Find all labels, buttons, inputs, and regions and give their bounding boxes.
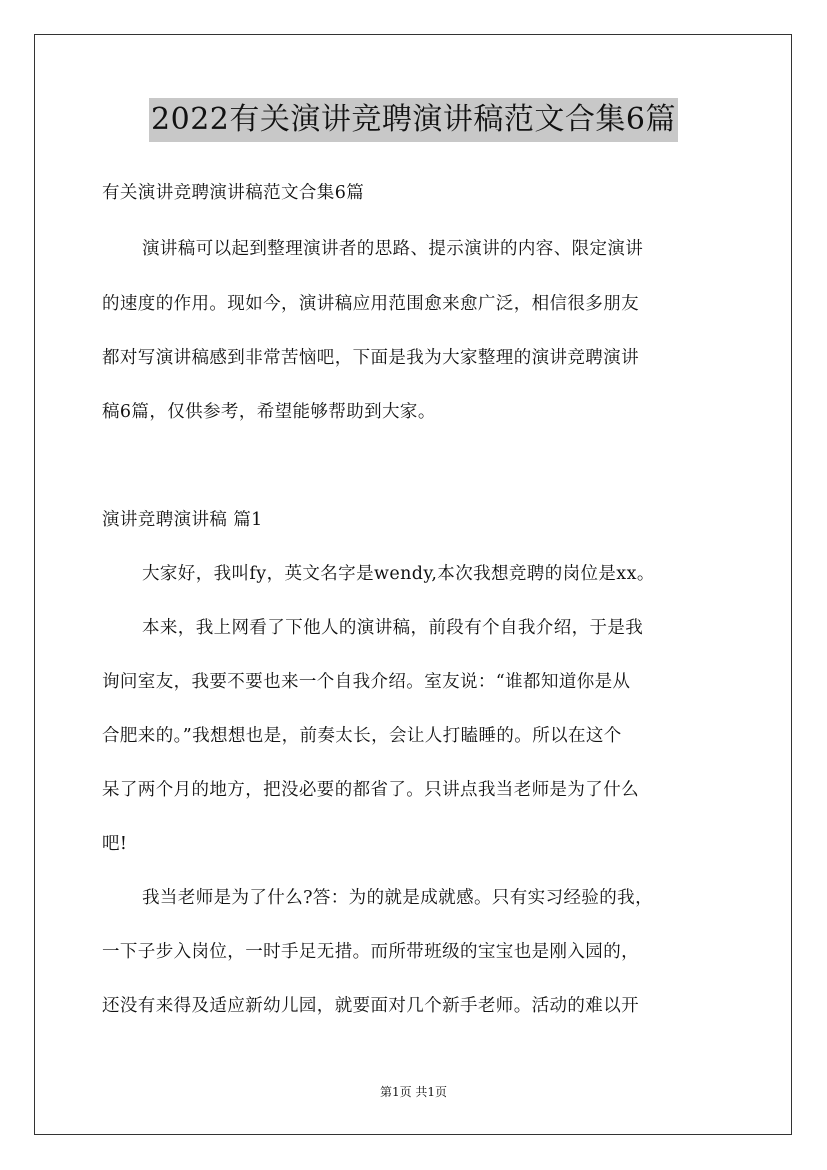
intro-line: 的速度的作用。现如今，演讲稿应用范围愈来愈广泛，相信很多朋友 xyxy=(102,294,639,314)
body-line: 大家好，我叫fy，英文名字是wendy,本次我想竞聘的岗位是xx。 xyxy=(142,564,655,584)
intro-line: 稿6篇，仅供参考，希望能够帮助到大家。 xyxy=(102,402,436,422)
body-line: 本来，我上网看了下他人的演讲稿，前段有个自我介绍，于是我 xyxy=(142,618,644,638)
body-line: 一下子步入岗位，一时手足无措。而所带班级的宝宝也是刚入园的， xyxy=(102,942,639,962)
document-subtitle: 有关演讲竞聘演讲稿范文合集6篇 xyxy=(102,183,365,203)
body-line: 还没有来得及适应新幼儿园，就要面对几个新手老师。活动的难以开 xyxy=(102,996,639,1016)
section-heading: 演讲竞聘演讲稿 篇1 xyxy=(102,510,263,530)
intro-line: 演讲稿可以起到整理演讲者的思路、提示演讲的内容、限定演讲 xyxy=(142,239,644,259)
document-title: 2022有关演讲竞聘演讲稿范文合集6篇 xyxy=(149,98,678,142)
body-line: 我当老师是为了什么?答：为的就是成就感。只有实习经验的我， xyxy=(142,888,653,908)
body-line: 询问室友，我要不要也来一个自我介绍。室友说：“谁都知道你是从 xyxy=(102,672,631,692)
body-line: 吧! xyxy=(102,834,128,854)
body-line: 呆了两个月的地方，把没必要的都省了。只讲点我当老师是为了什么 xyxy=(102,780,639,800)
intro-line: 都对写演讲稿感到非常苦恼吧，下面是我为大家整理的演讲竞聘演讲 xyxy=(102,348,639,368)
page-footer: 第1页 共1页 xyxy=(379,1085,448,1099)
body-line: 合肥来的。”我想想也是，前奏太长，会让人打瞌睡的。所以在这个 xyxy=(102,726,622,746)
document-title-block xyxy=(0,98,827,142)
